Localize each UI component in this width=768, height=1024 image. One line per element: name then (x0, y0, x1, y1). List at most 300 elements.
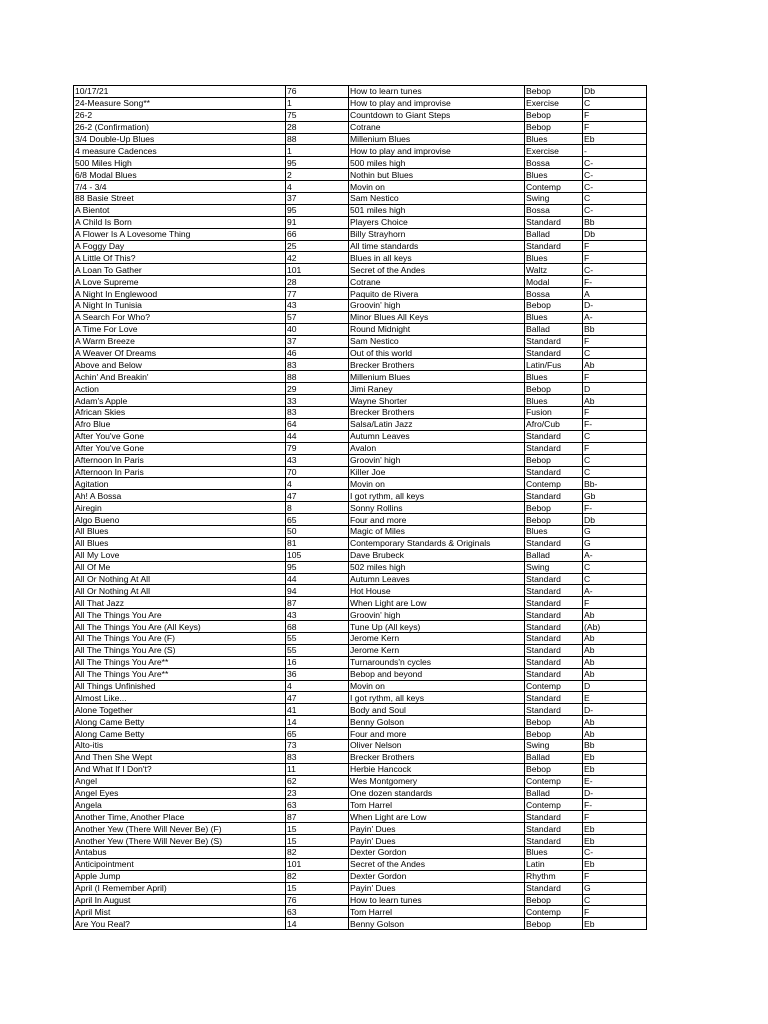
tune-title-cell: A Night In Englewood (74, 288, 286, 300)
key-cell: C (583, 466, 647, 478)
tune-title-cell: 6/8 Modal Blues (74, 169, 286, 181)
table-row (74, 109, 647, 121)
volume-number-cell: 73 (286, 739, 349, 751)
book-title-cell: How to learn tunes (349, 86, 525, 98)
book-title-cell: When Light are Low (349, 811, 525, 823)
table-row (74, 204, 647, 216)
tune-title-cell: Almost Like... (74, 692, 286, 704)
volume-number-cell: 83 (286, 359, 349, 371)
table-row (74, 288, 647, 300)
style-cell: Contemp (525, 775, 583, 787)
volume-number-cell: 94 (286, 585, 349, 597)
book-title-cell: Cotrane (349, 276, 525, 288)
volume-number-cell: 76 (286, 86, 349, 98)
book-title-cell: Players Choice (349, 216, 525, 228)
key-cell: Ab (583, 632, 647, 644)
key-cell: C (583, 573, 647, 585)
tune-title-cell: After You've Gone (74, 442, 286, 454)
volume-number-cell: 63 (286, 906, 349, 918)
style-cell: Bebop (525, 514, 583, 526)
tune-title-cell: A Warm Breeze (74, 335, 286, 347)
style-cell: Standard (525, 240, 583, 252)
key-cell: F- (583, 276, 647, 288)
tune-title-cell: Afternoon In Paris (74, 454, 286, 466)
volume-number-cell: 2 (286, 169, 349, 181)
book-title-cell: Oliver Nelson (349, 739, 525, 751)
key-cell: D- (583, 787, 647, 799)
book-title-cell: Magic of Miles (349, 525, 525, 537)
book-title-cell: Jerome Kern (349, 644, 525, 656)
key-cell: Ab (583, 395, 647, 407)
volume-number-cell: 33 (286, 395, 349, 407)
tune-title-cell: All Things Unfinished (74, 680, 286, 692)
tune-title-cell: Ah! A Bossa (74, 490, 286, 502)
style-cell: Standard (525, 835, 583, 847)
volume-number-cell: 4 (286, 181, 349, 193)
tune-title-cell: All My Love (74, 549, 286, 561)
tune-title-cell: April Mist (74, 906, 286, 918)
book-title-cell: Paquito de Rivera (349, 288, 525, 300)
style-cell: Blues (525, 252, 583, 264)
table-row (74, 276, 647, 288)
style-cell: Standard (525, 585, 583, 597)
tune-title-cell: Achin' And Breakin' (74, 371, 286, 383)
style-cell: Afro/Cub (525, 418, 583, 430)
style-cell: Bebop (525, 728, 583, 740)
volume-number-cell: 77 (286, 288, 349, 300)
table-row (74, 906, 647, 918)
style-cell: Bebop (525, 454, 583, 466)
table-row (74, 216, 647, 228)
book-title-cell: Autumn Leaves (349, 573, 525, 585)
key-cell: D- (583, 300, 647, 312)
style-cell: Blues (525, 133, 583, 145)
key-cell: D (583, 680, 647, 692)
book-title-cell: Dexter Gordon (349, 847, 525, 859)
style-cell: Standard (525, 644, 583, 656)
style-cell: Standard (525, 347, 583, 359)
tune-title-cell: 7/4 - 3/4 (74, 181, 286, 193)
key-cell: F (583, 906, 647, 918)
tune-title-cell: 4 measure Cadences (74, 145, 286, 157)
volume-number-cell: 44 (286, 430, 349, 442)
key-cell: C- (583, 157, 647, 169)
style-cell: Modal (525, 276, 583, 288)
tune-title-cell: A Search For Who? (74, 311, 286, 323)
book-title-cell: Salsa/Latin Jazz (349, 418, 525, 430)
book-title-cell: Millenium Blues (349, 133, 525, 145)
volume-number-cell: 16 (286, 656, 349, 668)
table-row (74, 716, 647, 728)
key-cell: C- (583, 847, 647, 859)
volume-number-cell: 66 (286, 228, 349, 240)
table-row (74, 525, 647, 537)
volume-number-cell: 4 (286, 478, 349, 490)
table-row (74, 97, 647, 109)
book-title-cell: Movin on (349, 181, 525, 193)
style-cell: Blues (525, 525, 583, 537)
key-cell: Bb- (583, 478, 647, 490)
style-cell: Standard (525, 597, 583, 609)
volume-number-cell: 29 (286, 383, 349, 395)
book-title-cell: I got rythm, all keys (349, 490, 525, 502)
volume-number-cell: 87 (286, 597, 349, 609)
table-row (74, 668, 647, 680)
tune-title-cell: A Love Supreme (74, 276, 286, 288)
book-title-cell: Out of this world (349, 347, 525, 359)
volume-number-cell: 50 (286, 525, 349, 537)
book-title-cell: Sonny Rollins (349, 502, 525, 514)
tune-title-cell: Are You Real? (74, 918, 286, 930)
table-row (74, 858, 647, 870)
tune-title-cell: 24-Measure Song** (74, 97, 286, 109)
tune-title-cell: Agitation (74, 478, 286, 490)
book-title-cell: Bebop and beyond (349, 668, 525, 680)
book-title-cell: Groovin' high (349, 454, 525, 466)
volume-number-cell: 65 (286, 728, 349, 740)
volume-number-cell: 88 (286, 371, 349, 383)
key-cell: Eb (583, 823, 647, 835)
key-cell: F (583, 335, 647, 347)
book-title-cell: Billy Strayhorn (349, 228, 525, 240)
book-title-cell: 501 miles high (349, 204, 525, 216)
table-row (74, 763, 647, 775)
volume-number-cell: 101 (286, 264, 349, 276)
style-cell: Bossa (525, 204, 583, 216)
volume-number-cell: 68 (286, 621, 349, 633)
style-cell: Standard (525, 621, 583, 633)
tune-title-cell: All The Things You Are (F) (74, 632, 286, 644)
key-cell: Eb (583, 835, 647, 847)
key-cell: Bb (583, 739, 647, 751)
book-title-cell: Four and more (349, 514, 525, 526)
style-cell: Bebop (525, 300, 583, 312)
tune-title-cell: A Weaver Of Dreams (74, 347, 286, 359)
table-row (74, 442, 647, 454)
key-cell: G (583, 537, 647, 549)
style-cell: Standard (525, 692, 583, 704)
key-cell: C- (583, 204, 647, 216)
table-row (74, 823, 647, 835)
book-title-cell: Killer Joe (349, 466, 525, 478)
key-cell: F (583, 597, 647, 609)
style-cell: Bossa (525, 157, 583, 169)
tune-index-table (73, 85, 647, 930)
volume-number-cell: 83 (286, 751, 349, 763)
volume-number-cell: 43 (286, 609, 349, 621)
table-row (74, 751, 647, 763)
style-cell: Bebop (525, 894, 583, 906)
style-cell: Waltz (525, 264, 583, 276)
table-row (74, 585, 647, 597)
key-cell: Ab (583, 668, 647, 680)
tune-title-cell: All The Things You Are** (74, 668, 286, 680)
tune-title-cell: All Or Nothing At All (74, 573, 286, 585)
tune-title-cell: All The Things You Are (All Keys) (74, 621, 286, 633)
key-cell: F (583, 870, 647, 882)
volume-number-cell: 101 (286, 858, 349, 870)
volume-number-cell: 37 (286, 193, 349, 205)
table-row (74, 549, 647, 561)
tune-title-cell: A Child Is Born (74, 216, 286, 228)
book-title-cell: Brecker Brothers (349, 359, 525, 371)
style-cell: Swing (525, 193, 583, 205)
table-row (74, 490, 647, 502)
volume-number-cell: 44 (286, 573, 349, 585)
tune-title-cell: Afternoon In Paris (74, 466, 286, 478)
book-title-cell: 500 miles high (349, 157, 525, 169)
tune-title-cell: Algo Bueno (74, 514, 286, 526)
key-cell: C- (583, 169, 647, 181)
book-title-cell: Nothin but Blues (349, 169, 525, 181)
key-cell: F (583, 121, 647, 133)
volume-number-cell: 76 (286, 894, 349, 906)
tune-title-cell: All Blues (74, 537, 286, 549)
tune-index-body (74, 86, 647, 930)
book-title-cell: Minor Blues All Keys (349, 311, 525, 323)
book-title-cell: Round Midnight (349, 323, 525, 335)
book-title-cell: How to play and improvise (349, 145, 525, 157)
tune-title-cell: After You've Gone (74, 430, 286, 442)
key-cell: G (583, 525, 647, 537)
key-cell: Ab (583, 728, 647, 740)
style-cell: Standard (525, 466, 583, 478)
style-cell: Bebop (525, 502, 583, 514)
volume-number-cell: 15 (286, 835, 349, 847)
book-title-cell: Four and more (349, 728, 525, 740)
key-cell: F- (583, 418, 647, 430)
key-cell: E- (583, 775, 647, 787)
style-cell: Standard (525, 811, 583, 823)
volume-number-cell: 65 (286, 514, 349, 526)
book-title-cell: Tom Harrel (349, 906, 525, 918)
book-title-cell: Groovin' high (349, 300, 525, 312)
style-cell: Bebop (525, 121, 583, 133)
book-title-cell: Wayne Shorter (349, 395, 525, 407)
volume-number-cell: 1 (286, 145, 349, 157)
volume-number-cell: 47 (286, 692, 349, 704)
volume-number-cell: 81 (286, 537, 349, 549)
volume-number-cell: 87 (286, 811, 349, 823)
table-row (74, 502, 647, 514)
tune-title-cell: All The Things You Are (74, 609, 286, 621)
book-title-cell: Countdown to Giant Steps (349, 109, 525, 121)
key-cell: Ab (583, 359, 647, 371)
key-cell: F- (583, 502, 647, 514)
volume-number-cell: 57 (286, 311, 349, 323)
style-cell: Ballad (525, 323, 583, 335)
tune-title-cell: All The Things You Are (S) (74, 644, 286, 656)
table-row (74, 157, 647, 169)
style-cell: Exercise (525, 145, 583, 157)
table-row (74, 300, 647, 312)
table-row (74, 644, 647, 656)
key-cell: Db (583, 228, 647, 240)
table-row (74, 621, 647, 633)
table-row (74, 323, 647, 335)
book-title-cell: Payin' Dues (349, 823, 525, 835)
key-cell: A- (583, 549, 647, 561)
tune-title-cell: Action (74, 383, 286, 395)
style-cell: Blues (525, 169, 583, 181)
table-row (74, 704, 647, 716)
style-cell: Contemp (525, 906, 583, 918)
tune-title-cell: A Foggy Day (74, 240, 286, 252)
key-cell: F (583, 811, 647, 823)
key-cell: C (583, 193, 647, 205)
table-row (74, 169, 647, 181)
key-cell: C- (583, 264, 647, 276)
book-title-cell: Payin' Dues (349, 835, 525, 847)
book-title-cell: Tom Harrel (349, 799, 525, 811)
table-row (74, 835, 647, 847)
key-cell: F (583, 109, 647, 121)
book-title-cell: Tune Up (All keys) (349, 621, 525, 633)
volume-number-cell: 8 (286, 502, 349, 514)
tune-title-cell: April (I Remember April) (74, 882, 286, 894)
table-row (74, 597, 647, 609)
style-cell: Standard (525, 632, 583, 644)
style-cell: Standard (525, 823, 583, 835)
book-title-cell: Turnarounds'n cycles (349, 656, 525, 668)
key-cell: Db (583, 514, 647, 526)
style-cell: Blues (525, 847, 583, 859)
volume-number-cell: 40 (286, 323, 349, 335)
book-title-cell: Brecker Brothers (349, 407, 525, 419)
table-row (74, 335, 647, 347)
tune-title-cell: Angela (74, 799, 286, 811)
key-cell: (Ab) (583, 621, 647, 633)
style-cell: Contemp (525, 181, 583, 193)
tune-title-cell: Above and Below (74, 359, 286, 371)
book-title-cell: Benny Golson (349, 716, 525, 728)
book-title-cell: Movin on (349, 680, 525, 692)
volume-number-cell: 47 (286, 490, 349, 502)
book-title-cell: Payin' Dues (349, 882, 525, 894)
key-cell: A- (583, 585, 647, 597)
tune-title-cell: A Bientot (74, 204, 286, 216)
style-cell: Swing (525, 739, 583, 751)
key-cell: C (583, 561, 647, 573)
tune-title-cell: A Flower Is A Lovesome Thing (74, 228, 286, 240)
table-row (74, 692, 647, 704)
style-cell: Latin (525, 858, 583, 870)
volume-number-cell: 15 (286, 882, 349, 894)
tune-title-cell: Along Came Betty (74, 716, 286, 728)
key-cell: - (583, 145, 647, 157)
volume-number-cell: 1 (286, 97, 349, 109)
key-cell: F (583, 240, 647, 252)
style-cell: Standard (525, 490, 583, 502)
book-title-cell: Groovin' high (349, 609, 525, 621)
table-row (74, 311, 647, 323)
volume-number-cell: 63 (286, 799, 349, 811)
tune-title-cell: 26-2 (74, 109, 286, 121)
volume-number-cell: 36 (286, 668, 349, 680)
table-row (74, 609, 647, 621)
key-cell: Bb (583, 323, 647, 335)
book-title-cell: Cotrane (349, 121, 525, 133)
table-row (74, 371, 647, 383)
volume-number-cell: 62 (286, 775, 349, 787)
book-title-cell: How to play and improvise (349, 97, 525, 109)
volume-number-cell: 42 (286, 252, 349, 264)
table-row (74, 347, 647, 359)
key-cell: C (583, 454, 647, 466)
style-cell: Ballad (525, 228, 583, 240)
table-row (74, 86, 647, 98)
tune-title-cell: 3/4 Double-Up Blues (74, 133, 286, 145)
tune-title-cell: All The Things You Are** (74, 656, 286, 668)
key-cell: Db (583, 86, 647, 98)
volume-number-cell: 79 (286, 442, 349, 454)
tune-title-cell: A Loan To Gather (74, 264, 286, 276)
volume-number-cell: 28 (286, 276, 349, 288)
style-cell: Standard (525, 656, 583, 668)
table-row (74, 847, 647, 859)
tune-title-cell: And What If I Don't? (74, 763, 286, 775)
tune-title-cell: Adam's Apple (74, 395, 286, 407)
style-cell: Standard (525, 704, 583, 716)
book-title-cell: Autumn Leaves (349, 430, 525, 442)
table-row (74, 561, 647, 573)
style-cell: Blues (525, 395, 583, 407)
table-row (74, 728, 647, 740)
book-title-cell: Brecker Brothers (349, 751, 525, 763)
key-cell: Eb (583, 751, 647, 763)
key-cell: F- (583, 799, 647, 811)
tune-title-cell: Angel (74, 775, 286, 787)
style-cell: Blues (525, 311, 583, 323)
tune-title-cell: A Time For Love (74, 323, 286, 335)
key-cell: Ab (583, 644, 647, 656)
volume-number-cell: 41 (286, 704, 349, 716)
key-cell: Gb (583, 490, 647, 502)
table-row (74, 407, 647, 419)
key-cell: G (583, 882, 647, 894)
style-cell: Bebop (525, 383, 583, 395)
table-row (74, 121, 647, 133)
volume-number-cell: 95 (286, 157, 349, 169)
book-title-cell: Dave Brubeck (349, 549, 525, 561)
key-cell: Eb (583, 858, 647, 870)
book-title-cell: Movin on (349, 478, 525, 490)
tune-title-cell: A Night In Tunisia (74, 300, 286, 312)
style-cell: Rhythm (525, 870, 583, 882)
book-title-cell: All time standards (349, 240, 525, 252)
key-cell: D (583, 383, 647, 395)
style-cell: Bossa (525, 288, 583, 300)
style-cell: Blues (525, 371, 583, 383)
table-row (74, 240, 647, 252)
tune-title-cell: All Of Me (74, 561, 286, 573)
volume-number-cell: 37 (286, 335, 349, 347)
volume-number-cell: 25 (286, 240, 349, 252)
table-row (74, 383, 647, 395)
table-row (74, 573, 647, 585)
key-cell: A- (583, 311, 647, 323)
tune-title-cell: African Skies (74, 407, 286, 419)
volume-number-cell: 55 (286, 644, 349, 656)
table-row (74, 264, 647, 276)
tune-title-cell: All Or Nothing At All (74, 585, 286, 597)
table-row (74, 680, 647, 692)
style-cell: Exercise (525, 97, 583, 109)
book-title-cell: I got rythm, all keys (349, 692, 525, 704)
tune-title-cell: Apple Jump (74, 870, 286, 882)
table-row (74, 228, 647, 240)
tune-title-cell: 26-2 (Confirmation) (74, 121, 286, 133)
